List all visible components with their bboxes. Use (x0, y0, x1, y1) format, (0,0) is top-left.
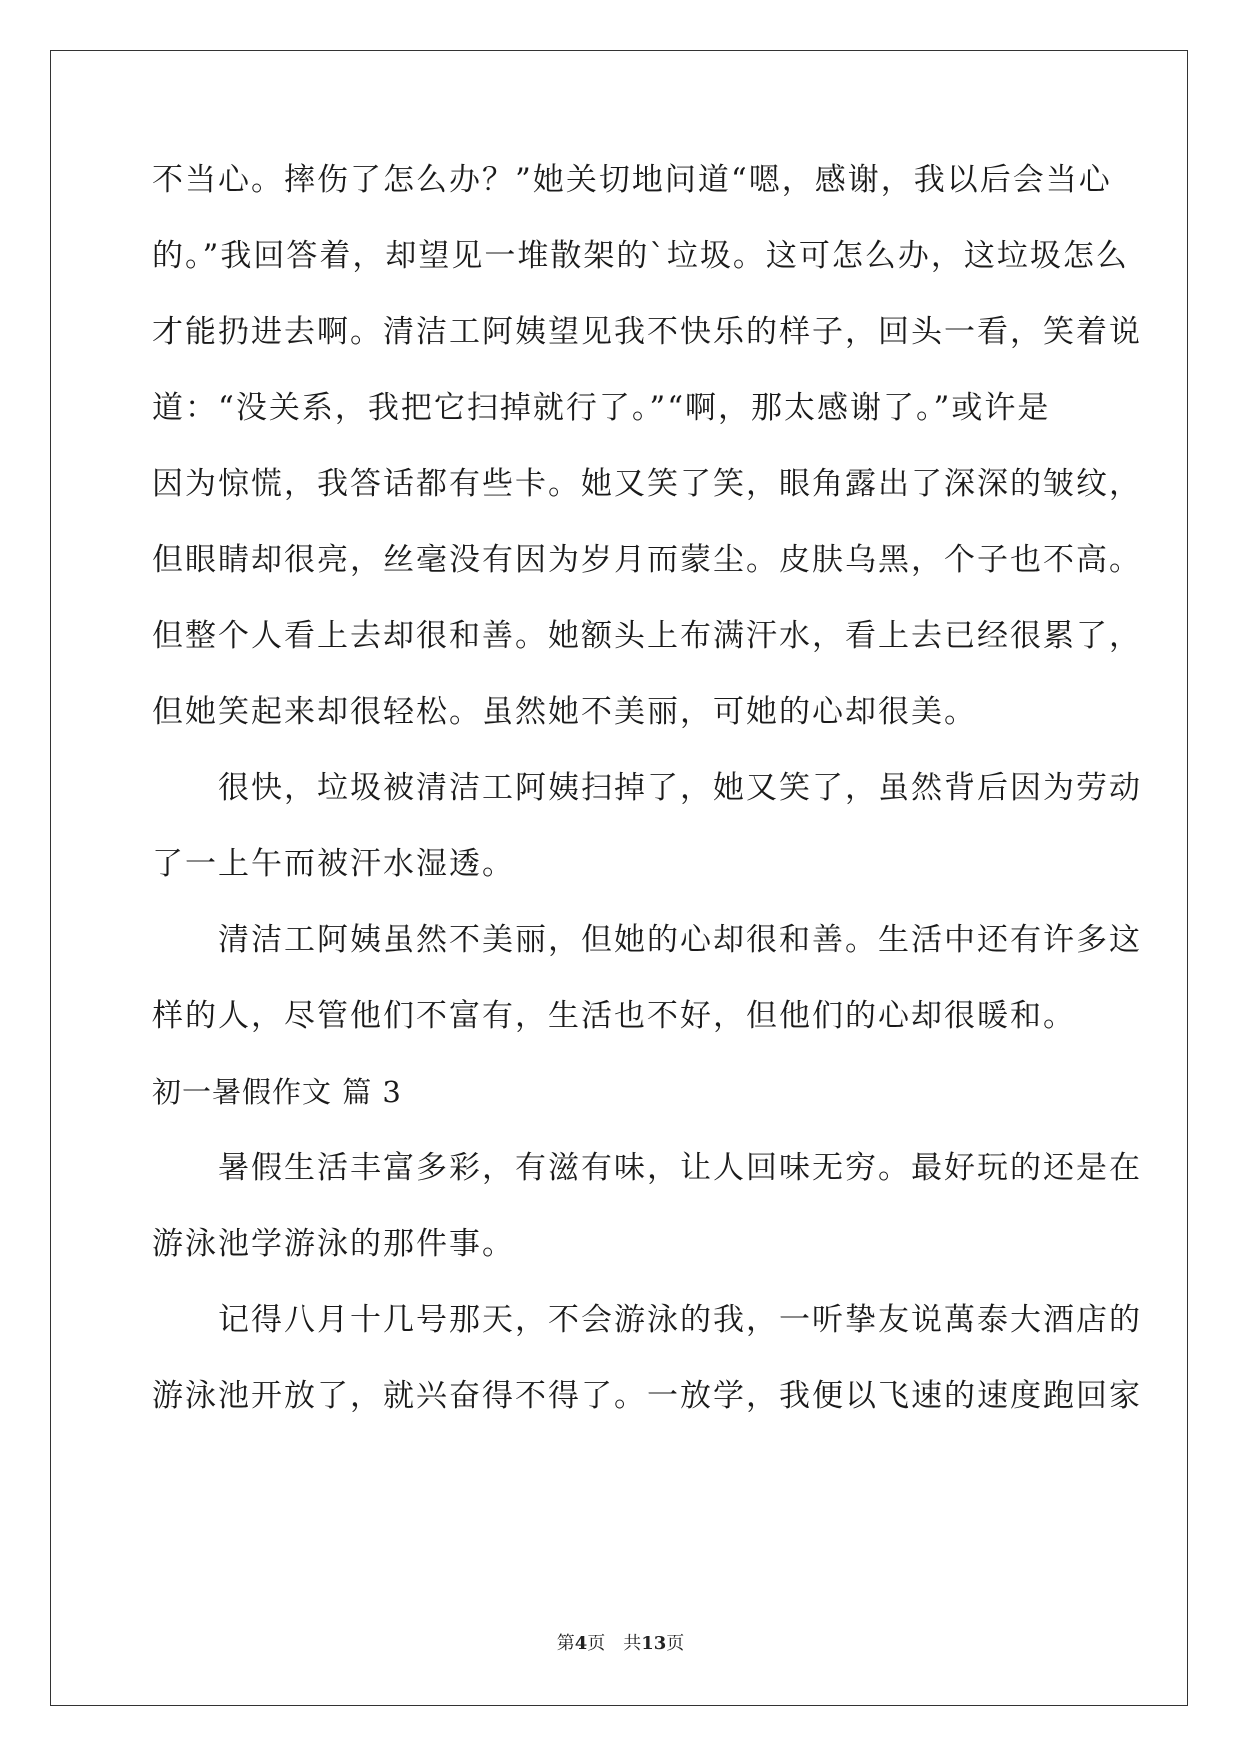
text-line: 很快，垃圾被清洁工阿姨扫掉了，她又笑了，虽然背后因为劳动 (152, 770, 1142, 806)
page-number: 4 (574, 1633, 588, 1654)
text-line: 的。”我回答着，却望见一堆散架的`垃圾。这可怎么办，这垃圾怎么 (152, 238, 1129, 274)
total-prefix: 共 (623, 1633, 642, 1654)
text-line: 道：“没关系，我把它扫掉就行了。”“啊，那太感谢了。”或许是 (152, 390, 1051, 426)
text-line: 样的人，尽管他们不富有，生活也不好，但他们的心却很暖和。 (152, 998, 1076, 1034)
total-suffix: 页 (666, 1633, 685, 1654)
text-line: 不当心。摔伤了怎么办？”她关切地问道“嗯，感谢，我以后会当心 (152, 162, 1112, 198)
text-line: 暑假生活丰富多彩，有滋有味，让人回味无穷。最好玩的还是在 (152, 1150, 1142, 1186)
text-line: 因为惊慌，我答话都有些卡。她又笑了笑，眼角露出了深深的皱纹， (152, 466, 1142, 502)
document-body (152, 160, 1142, 1452)
page-suffix: 页 (587, 1633, 606, 1654)
text-line: 游泳池开放了，就兴奋得不得了。一放学，我便以飞速的速度跑回家 (152, 1378, 1142, 1414)
text-line: 游泳池学游泳的那件事。 (152, 1226, 515, 1262)
page-footer (0, 1632, 1241, 1656)
page-prefix: 第 (556, 1633, 575, 1654)
section-heading: 初一暑假作文 篇 3 (152, 1075, 402, 1109)
text-line: 记得八月十几号那天，不会游泳的我，一听挚友说萬泰大酒店的 (152, 1302, 1142, 1338)
text-line: 但整个人看上去却很和善。她额头上布满汗水，看上去已经很累了， (152, 618, 1142, 654)
text-line: 但眼睛却很亮，丝毫没有因为岁月而蒙尘。皮肤乌黑，个子也不高。 (152, 542, 1142, 578)
text-line: 但她笑起来却很轻松。虽然她不美丽，可她的心却很美。 (152, 694, 977, 730)
text-line: 清洁工阿姨虽然不美丽，但她的心却很和善。生活中还有许多这 (152, 922, 1142, 958)
text-line: 才能扔进去啊。清洁工阿姨望见我不快乐的样子，回头一看，笑着说 (152, 314, 1142, 350)
total-pages: 13 (641, 1633, 667, 1654)
text-line: 了一上午而被汗水湿透。 (152, 846, 515, 882)
